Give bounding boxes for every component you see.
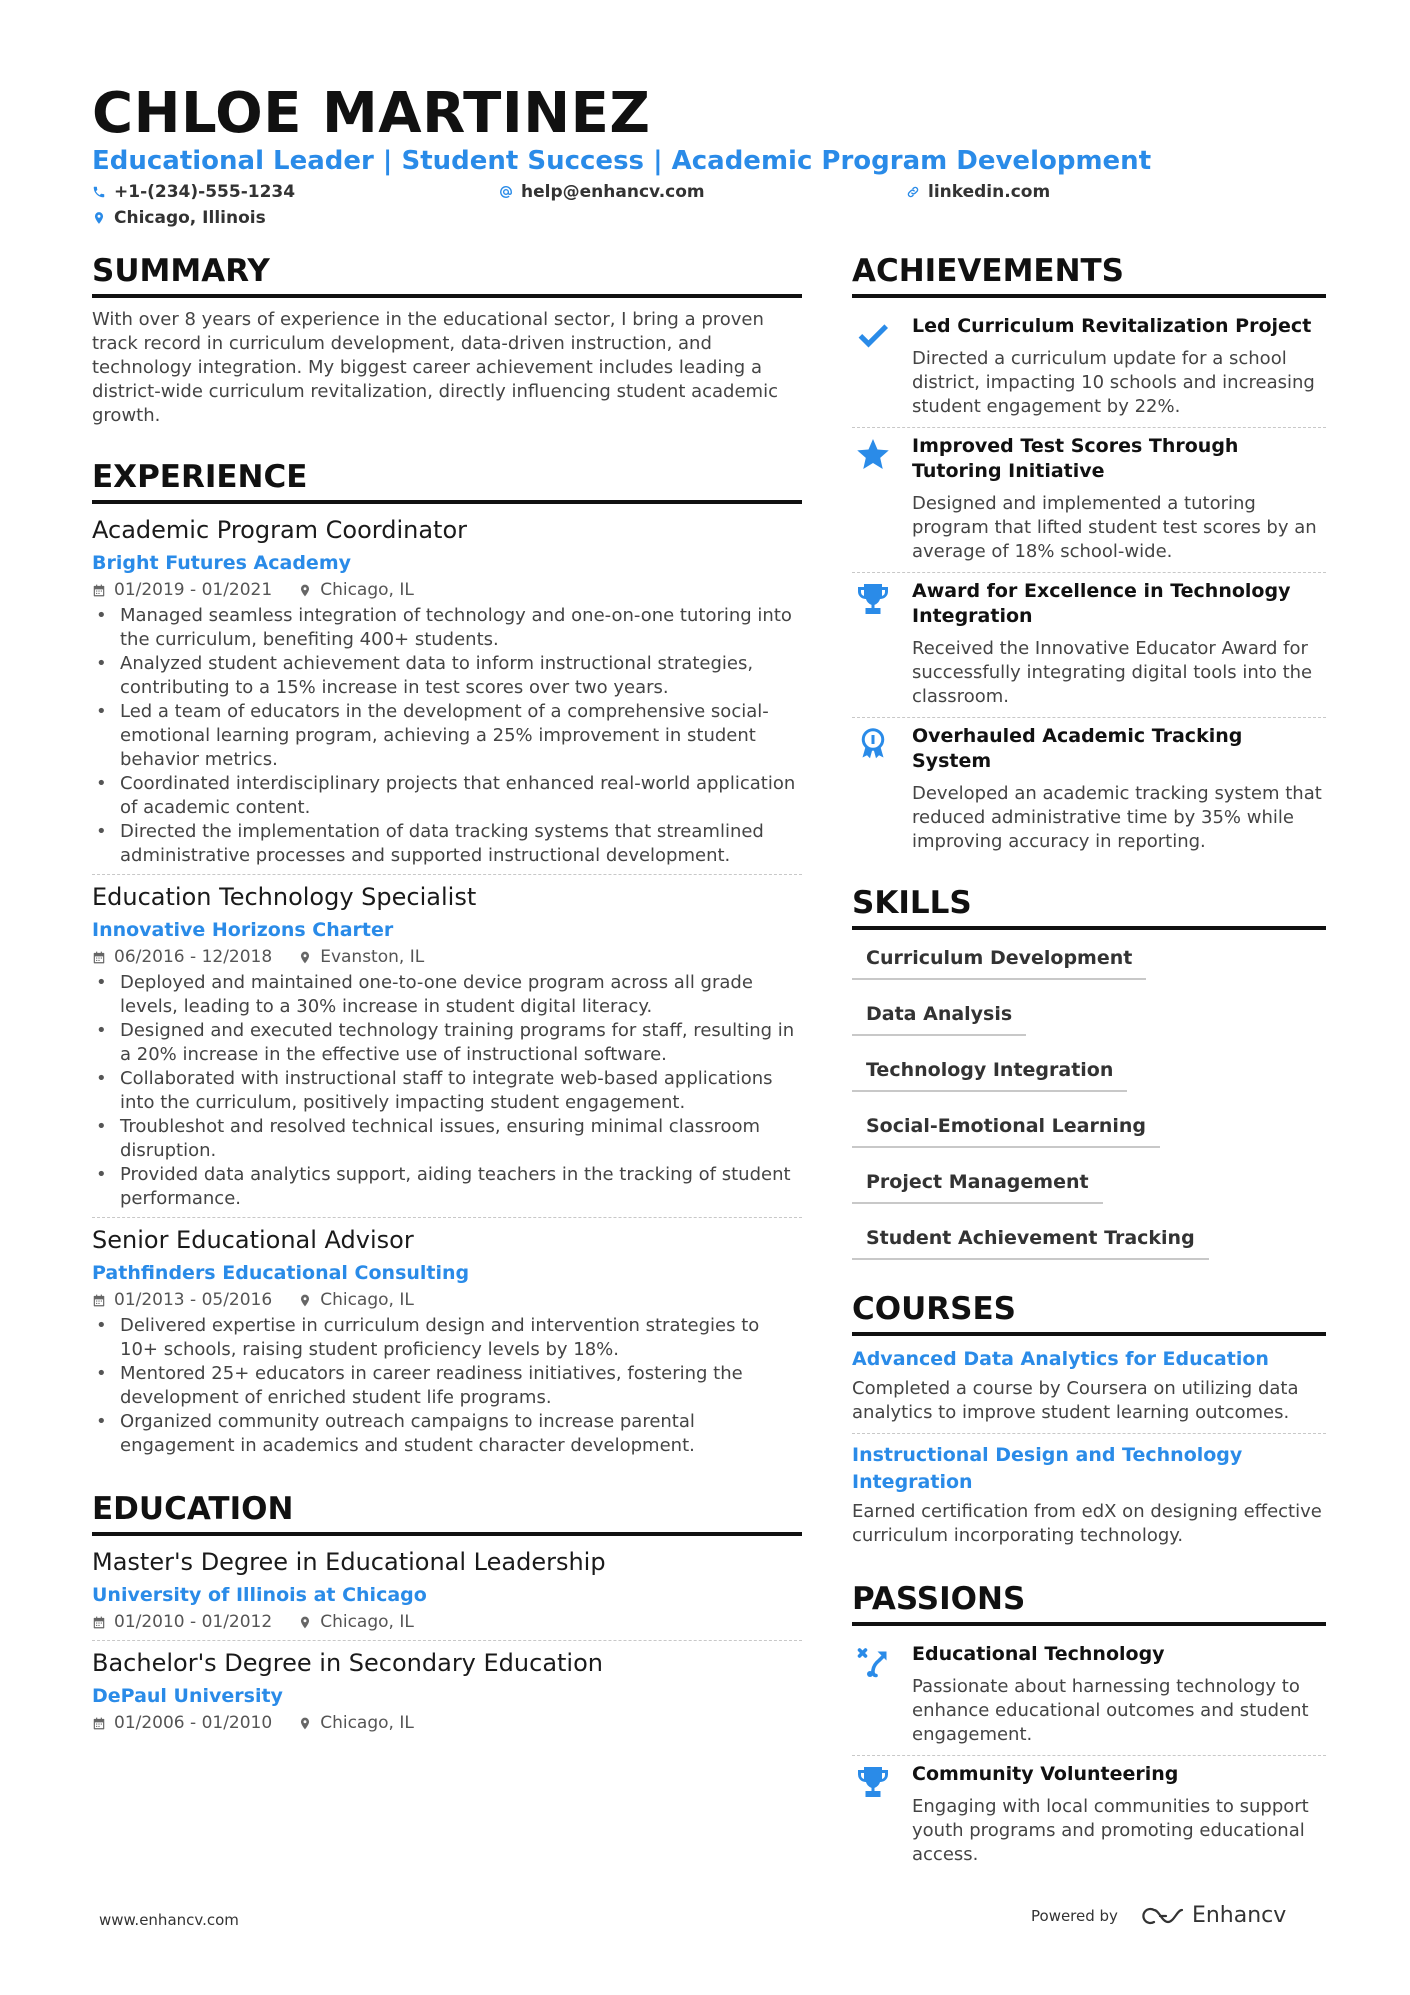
job-bullet: • Led a team of educators in the development of a comprehensive social-emotional learning program, achieving a 25% improvement in student behavior metrics. [92,700,802,772]
job-bullet: • Provided data analytics support, aiding teachers in the tracking of student performance. [92,1163,802,1211]
passion-item [852,1756,1326,1875]
passion-title: Community Volunteering [912,1763,1179,1785]
job-bullet: • Mentored 25+ educators in career readiness initiatives, fostering the development of enriched student life programs. [92,1362,802,1410]
passion-desc: Engaging with local communities to support youth programs and promoting educational access. [912,1796,1309,1865]
linkedin-text: linkedin.com [928,182,1051,202]
candidate-headline: Educational Leader | Student Success | Academic Program Development [92,146,1152,176]
company-name: Bright Futures Academy [92,552,351,574]
achievement-desc: Received the Innovative Educator Award for successfully integrating digital tools into the classroom. [912,638,1313,707]
skill-tag: Technology Integration [852,1052,1127,1092]
job-bullet: • Collaborated with instructional staff to integrate web-based applications into the curriculum, positively impacting student engagement. [92,1067,802,1115]
passion-item [852,1636,1326,1756]
summary-text: With over 8 years of experience in the educational sector, I bring a proven track record in curriculum development, data-driven instruction, and technology integration. My biggest career achievement includes leading a district-wide curriculum revitalization, directly influencing student academic growth. [92,309,778,426]
achievement-item [852,718,1326,862]
job-location: Chicago, IL [298,1288,414,1312]
company-name: Innovative Horizons Charter [92,919,394,941]
skill-tag: Project Management [852,1164,1103,1204]
footer-website[interactable]: www.enhancv.com [99,1911,239,1929]
course-item [852,1346,1326,1434]
job-dates: 06/2016 - 12/2018 [92,945,272,969]
job-entry [92,514,802,875]
job-bullet: • Troubleshot and resolved technical issues, ensuring minimal classroom disruption. [92,1115,802,1163]
right-column [852,252,1326,1875]
job-title: Academic Program Coordinator [92,516,468,544]
achievement-title: Award for Excellence in Technology Integration [912,580,1291,627]
achievement-desc: Developed an academic tracking system that reduced administrative time by 35% while improving accuracy in reporting. [912,783,1322,852]
location-pin-icon [298,950,312,965]
brand-logo[interactable] [1140,1903,1286,1928]
location-pin-icon [298,1293,312,1308]
achievement-title: Led Curriculum Revitalization Project [912,315,1312,337]
job-location: Evanston, IL [298,945,424,969]
summary-heading: SUMMARY [92,252,802,298]
degree-title: Master's Degree in Educational Leadership [92,1548,606,1576]
powered-by-label: Powered by [1031,1906,1118,1925]
skills-list [852,940,1326,1260]
achievements-heading: ACHIEVEMENTS [852,252,1326,298]
candidate-name: CHLOE MARTINEZ [92,81,651,146]
achievement-item [852,308,1326,428]
course-desc: Earned certification from edX on designing effective curriculum incorporating technology. [852,1501,1322,1546]
skill-tag: Curriculum Development [852,940,1146,980]
job-bullet: • Analyzed student achievement data to inform instructional strategies, contributing to a 15% increase in test scores over two years. [92,652,802,700]
contact-linkedin[interactable] [906,181,1050,203]
achievement-item [852,428,1326,573]
experience-heading: EXPERIENCE [92,458,802,504]
courses-list [852,1346,1326,1556]
passion-title: Educational Technology [912,1643,1165,1665]
footer-powered [1031,1903,1286,1928]
phone-icon [92,185,106,199]
email-text: help@enhancv.com [521,182,705,202]
school-name: University of Illinois at Chicago [92,1584,427,1606]
job-bullet: • Organized community outreach campaigns to increase parental engagement in academics and student character development. [92,1410,802,1458]
brand-name: Enhancv [1191,1903,1287,1928]
location-text: Chicago, Illinois [114,208,266,228]
achievements-list [852,308,1326,862]
job-bullets [92,971,802,1211]
education-dates: 01/2010 - 01/2012 [92,1610,272,1634]
achievement-title: Overhauled Academic Tracking System [912,725,1243,772]
job-bullet: • Managed seamless integration of technology and one-on-one tutoring into the curriculum, benefiting 400+ students. [92,604,802,652]
achievement-item [852,573,1326,718]
passion-desc: Passionate about harnessing technology to enhance educational outcomes and student engagement. [912,1676,1309,1745]
achievement-title: Improved Test Scores Through Tutoring Initiative [912,435,1239,482]
job-bullet: • Deployed and maintained one-to-one device program across all grade levels, leading to a 30% increase in student digital literacy. [92,971,802,1019]
company-name: Pathfinders Educational Consulting [92,1262,470,1284]
calendar-icon [92,1293,106,1308]
job-bullets [92,1314,802,1458]
contact-email[interactable] [499,181,705,203]
location-pin-icon [92,211,106,225]
contact-phone [92,181,295,203]
location-pin-icon [298,1615,312,1630]
course-title: Instructional Design and Technology Integration [852,1444,1243,1493]
courses-heading: COURSES [852,1290,1326,1336]
job-bullet: • Designed and executed technology training programs for staff, resulting in a 20% increase in the effective use of instructional software. [92,1019,802,1067]
job-title: Senior Educational Advisor [92,1226,414,1254]
education-entry [92,1647,802,1741]
education-location: Chicago, IL [298,1711,414,1735]
experience-list [92,514,802,1464]
check-icon [855,316,891,352]
achievement-desc: Designed and implemented a tutoring program that lifted student test scores by an average of 18% school-wide. [912,493,1317,562]
link-icon [906,185,920,199]
job-dates: 01/2013 - 05/2016 [92,1288,272,1312]
at-icon [499,185,513,199]
skill-tag: Student Achievement Tracking [852,1220,1209,1260]
left-column [92,252,802,1747]
job-meta [92,578,802,602]
job-dates: 01/2019 - 01/2021 [92,578,272,602]
education-heading: EDUCATION [92,1490,802,1536]
calendar-icon [92,1615,106,1630]
calendar-icon [92,950,106,965]
job-meta [92,1288,802,1312]
passions-list [852,1636,1326,1875]
education-dates: 01/2006 - 01/2010 [92,1711,272,1735]
strategy-icon [855,1644,891,1680]
job-bullet: • Coordinated interdisciplinary projects that enhanced real-world application of academic content. [92,772,802,820]
enhancv-logo-icon [1140,1904,1186,1928]
degree-title: Bachelor's Degree in Secondary Education [92,1649,603,1677]
medal-icon [855,726,891,762]
job-bullets [92,604,802,868]
education-location: Chicago, IL [298,1610,414,1634]
location-pin-icon [298,583,312,598]
calendar-icon [92,583,106,598]
education-meta [92,1610,802,1634]
skills-heading: SKILLS [852,884,1326,930]
star-icon [855,436,891,472]
location-pin-icon [298,1716,312,1731]
achievement-desc: Directed a curriculum update for a school district, impacting 10 schools and increasing student engagement by 22%. [912,348,1315,417]
education-meta [92,1711,802,1735]
job-location: Chicago, IL [298,578,414,602]
job-meta [92,945,802,969]
job-bullet: • Delivered expertise in curriculum design and intervention strategies to 10+ schools, raising student proficiency levels by 18%. [92,1314,802,1362]
course-title: Advanced Data Analytics for Education [852,1348,1269,1370]
job-entry [92,881,802,1218]
calendar-icon [92,1716,106,1731]
passions-heading: PASSIONS [852,1580,1326,1626]
course-desc: Completed a course by Coursera on utilizing data analytics to improve student learning outcomes. [852,1378,1299,1423]
education-list [92,1546,802,1741]
education-entry [92,1546,802,1641]
skill-tag: Social-Emotional Learning [852,1108,1160,1148]
course-item [852,1442,1326,1556]
skill-tag: Data Analysis [852,996,1026,1036]
job-title: Education Technology Specialist [92,883,477,911]
contact-location [92,207,266,229]
trophy-icon [855,1764,891,1800]
school-name: DePaul University [92,1685,283,1707]
trophy-icon [855,581,891,617]
job-entry [92,1224,802,1464]
job-bullet: • Directed the implementation of data tracking systems that streamlined administrative processes and supported instructional development. [92,820,802,868]
phone-text: +1-(234)-555-1234 [114,182,296,202]
